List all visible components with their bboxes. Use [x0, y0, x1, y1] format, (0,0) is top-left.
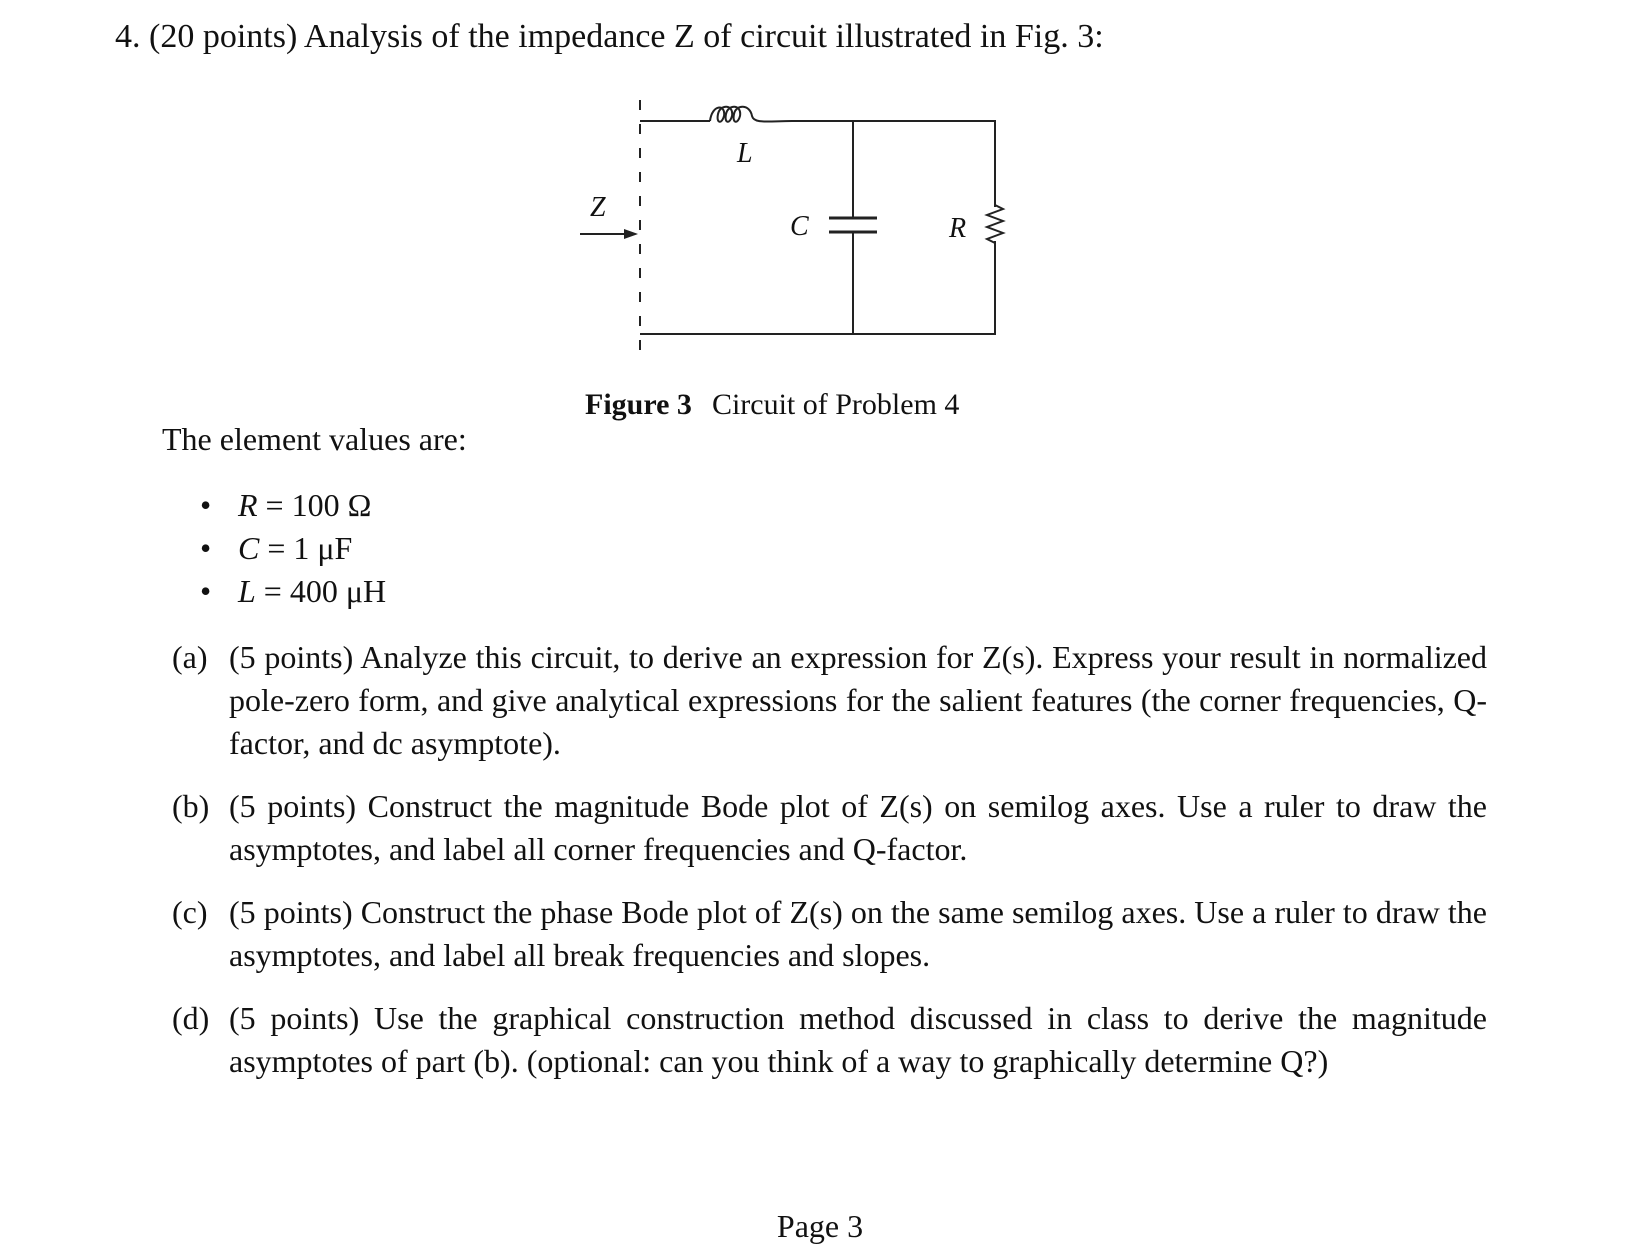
inductor-symbol — [710, 107, 792, 122]
element-value: = 400 μH — [263, 573, 387, 609]
r-label: R — [949, 213, 967, 244]
problem-part-b — [172, 785, 1487, 871]
l-label: L — [737, 138, 753, 169]
problem-part-d — [172, 997, 1487, 1083]
element-value-item: • C = 1 μF — [200, 530, 353, 566]
part-label: (c) — [172, 894, 208, 930]
part-label: (a) — [172, 639, 208, 675]
part-text: (5 points) Construct the phase Bode plot of Z(s) on the same semilog axes. Use a ruler to draw the asymptotes, and label all break frequencies and slopes. — [229, 894, 1487, 973]
problem-part-c — [172, 891, 1487, 977]
element-symbol: L — [238, 573, 256, 609]
figure-caption — [585, 388, 959, 422]
c-label: C — [790, 211, 809, 242]
part-text: (5 points) Use the graphical construction method discussed in class to derive the magnitude asymptotes of part (b). (optional: can you think of a way to graphically determine Q?) — [229, 1000, 1487, 1079]
element-value-item: • R = 100 Ω — [200, 487, 372, 523]
z-label: Z — [590, 192, 606, 223]
page-number: Page 3 — [776, 1208, 864, 1244]
element-symbol: R — [238, 487, 258, 523]
element-value: = 100 Ω — [265, 487, 372, 523]
part-label: (d) — [172, 1000, 210, 1036]
element-value: = 1 μF — [267, 530, 353, 566]
part-text: (5 points) Construct the magnitude Bode plot of Z(s) on semilog axes. Use a ruler to draw the asymptotes, and label all corner frequencies and Q-factor. — [229, 788, 1487, 867]
problem-parts — [172, 636, 1487, 1103]
part-label: (b) — [172, 788, 210, 824]
figure-caption-label: Figure 3 — [585, 388, 692, 421]
top-wire — [640, 121, 995, 334]
z-arrow-head — [624, 229, 638, 239]
circuit-diagram — [575, 92, 1015, 362]
element-symbol: C — [238, 530, 260, 566]
element-value-item: • L = 400 μH — [200, 573, 387, 609]
element-values-intro: The element values are: — [162, 421, 467, 457]
figure-caption-text: Circuit of Problem 4 — [711, 388, 960, 421]
element-values-list — [200, 484, 386, 613]
problem-part-a — [172, 636, 1487, 765]
part-text: (5 points) Analyze this circuit, to derive an expression for Z(s). Express your result in normalized pole-zero form, and give analytical expressions for the salient features (the corner frequencies, Q-factor, and dc asymptote). — [229, 639, 1487, 761]
problem-title: 4. (20 points) Analysis of the impedance Z of circuit illustrated in Fig. 3: — [115, 18, 1104, 55]
